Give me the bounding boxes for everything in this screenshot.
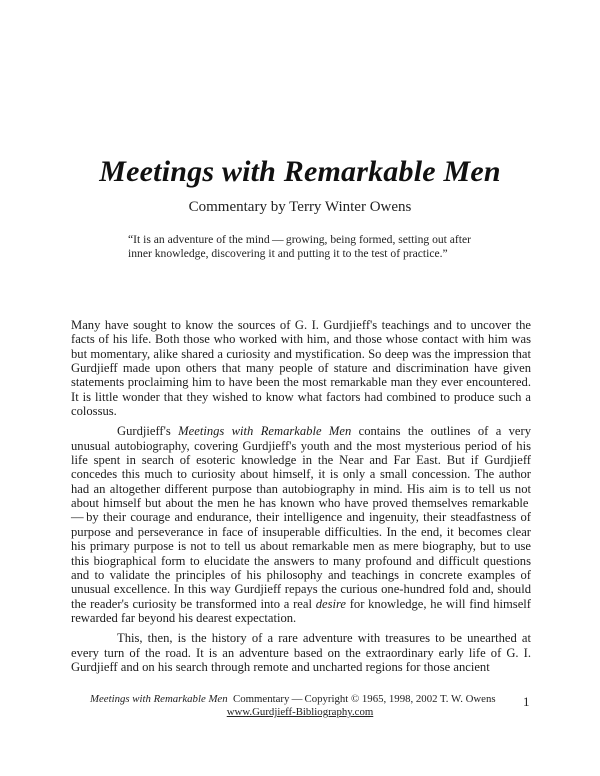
document-title: Meetings with Remarkable Men	[99, 155, 501, 188]
paragraph-2-text-b: contains the outlines of a very unusual autobiography, covering Gurdjieff's youth and the most mysterious period of his life spent in search of esoteric knowledge in the Near and Far East. But if Gurdjieff concedes this much to curiosity about himself, it is only a small concession. The author had an altogether different purpose than autobiography in mind. His aim is to tell us not about himself but about the men he has known who have proved themselves remarkable — by their courage and endurance, their intelligence and ingenuity, their steadfastness of purpose and perseverance in face of insuperable difficulties. In the end, it becomes clear his primary purpose is not to tell us about remarkable men as mere biography, but to use this biographical form to elucidate the answers to many profound and difficult questions and to validate the principles of his philosophy and teachings in concrete examples of unusual excellence. In this way Gurdjieff repays the curious one-hundred fold and, should the reader's curiosity be transformed into a real	[71, 424, 531, 611]
website-link[interactable]: www.Gurdjieff-Bibliography.com	[226, 706, 374, 718]
paragraph-2-text-c: for knowledge, he will find himself rewarded far beyond his dearest expectation.	[71, 596, 531, 625]
paragraph-2	[71, 424, 531, 625]
paragraph-3: This, then, is the history of a rare adventure with treasures to be unearthed at every turn of the road. It is an adventure based on the extraordinary early life of G. I. Gurdjieff and on his search through remote and uncharted regions for those ancient	[71, 631, 531, 674]
paragraph-2-text-a: Gurdjieff's	[117, 424, 179, 439]
footer-book-title: Meetings with Remarkable Men	[90, 693, 228, 705]
epigraph-quote: “It is an adventure of the mind — growing, being formed, setting out after inner knowledge, discovering it and putting it to the test of practice.”	[128, 233, 472, 260]
footer-copyright-line	[90, 693, 496, 705]
document-subtitle: Commentary by Terry Winter Owens	[188, 199, 412, 215]
body-text	[71, 318, 531, 680]
paragraph-1: Many have sought to know the sources of G. I. Gurdjieff's teachings and to uncover the facts of his life. Both those who worked with him, and those whose contact with him was but momentary, alike shared a curiosity and mystification. So deep was the impression that Gurdjieff made upon others that many people of stature and discrimination have given statements proclaiming him to have been the most remarkable man they ever encountered. It is little wonder that they wished to know what factors had combined to produce such a colossus.	[71, 318, 531, 419]
footer-copyright: Commentary — Copyright © 1965, 1998, 2002 T. W. Owens	[233, 693, 496, 705]
emphasis-desire: desire	[315, 596, 346, 611]
book-title-italic: Meetings with Remarkable Men	[178, 424, 352, 439]
page-number: 1	[523, 694, 530, 709]
